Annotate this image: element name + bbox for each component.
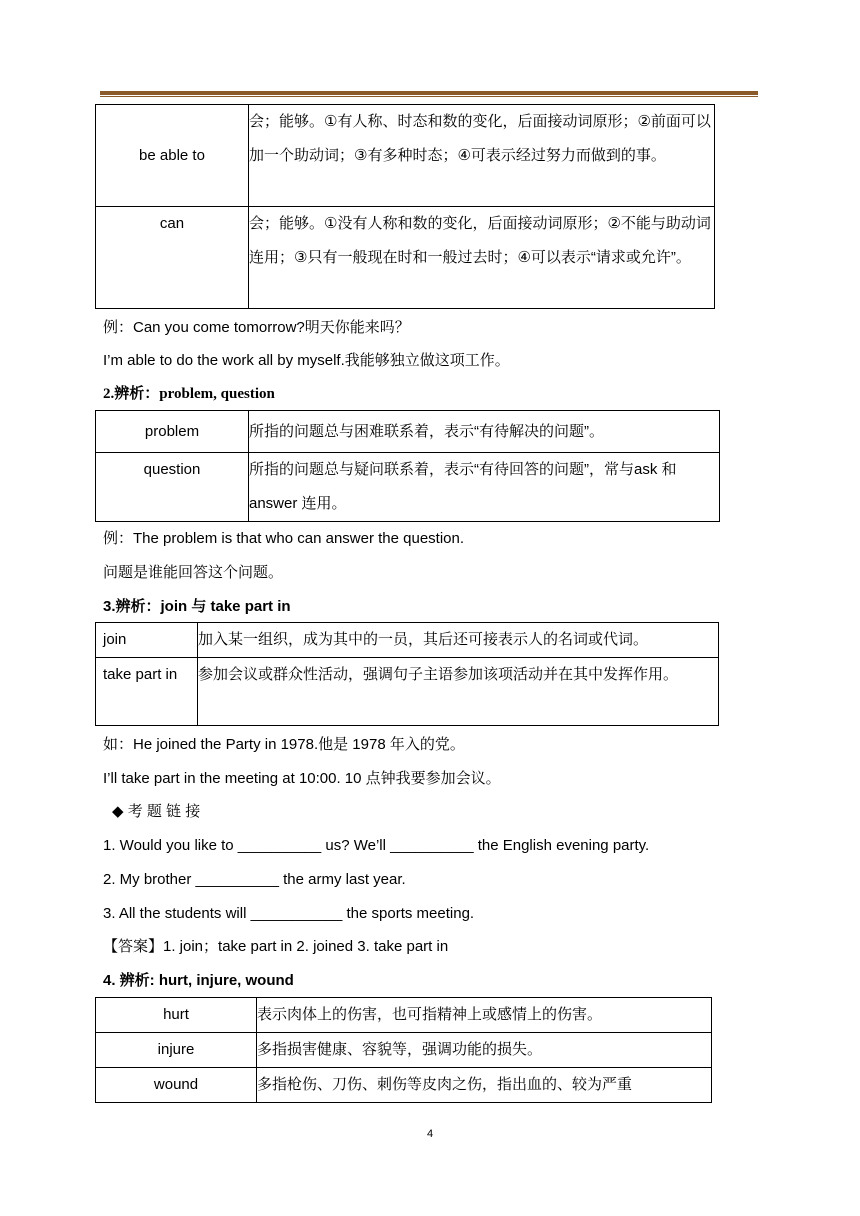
exam-link-heading: ◆ 考 题 链 接	[112, 803, 201, 820]
table-row	[96, 207, 715, 309]
section-title: 4. 辨析: hurt, injure, wound	[103, 972, 294, 989]
desc-cell: 多指枪伤、刀伤、刺伤等皮肉之伤，指出血的、较为严重	[257, 1068, 712, 1103]
example-line: 问题是谁能回答这个问题。	[103, 564, 284, 581]
header-rule	[100, 91, 758, 95]
table-row	[96, 623, 719, 658]
table-row	[96, 998, 712, 1033]
answer-line: 【答案】1. join；take part in 2. joined 3. take part in	[103, 938, 449, 955]
table-hurt-injure-wound	[95, 997, 712, 1103]
term-cell: hurt	[96, 998, 257, 1033]
section-title: 2.辨析：problem, question	[103, 386, 275, 402]
desc-cell: 会；能够。①有人称、时态和数的变化，后面接动词原形；②前面可以加一个助动词；③有多种时态；④可表示经过努力而做到的事。	[249, 105, 715, 207]
exam-question: 2. My brother __________ the army last year.	[103, 871, 406, 888]
table-row	[96, 1068, 712, 1103]
table-row	[96, 105, 715, 207]
section-title: 3.辨析：join 与 take part in	[103, 598, 291, 615]
desc-cell: 所指的问题总与疑问联系着，表示“有待回答的问题”，常与ask 和 answer 连用。	[249, 453, 720, 522]
desc-cell: 多指损害健康、容貌等，强调功能的损失。	[257, 1033, 712, 1068]
example-line: I’m able to do the work all by myself.我能够独立做这项工作。	[103, 352, 510, 369]
table-row	[96, 1033, 712, 1068]
exam-question: 3. All the students will ___________ the sports meeting.	[103, 905, 475, 922]
example-line: I’ll take part in the meeting at 10:00. 10 点钟我要参加会议。	[103, 770, 501, 787]
table-row	[96, 453, 720, 522]
desc-cell: 会；能够。①没有人称和数的变化，后面接动词原形；②不能与助动词连用；③只有一般现在时和一般过去时；④可以表示“请求或允许”。	[249, 207, 715, 309]
desc-cell: 表示肉体上的伤害，也可指精神上或感情上的伤害。	[257, 998, 712, 1033]
table-join-take-part-in	[95, 622, 719, 726]
example-line: 如：He joined the Party in 1978.他是 1978 年入的党。	[103, 736, 465, 753]
table-row	[96, 411, 720, 453]
term-cell: be able to	[96, 105, 249, 207]
term-cell: can	[96, 207, 249, 309]
example-line: 例：Can you come tomorrow?明天你能来吗？	[103, 319, 410, 336]
term-cell: join	[96, 623, 198, 658]
exam-question: 1. Would you like to __________ us? We’ll __________ the English evening party.	[103, 837, 650, 854]
desc-cell: 参加会议或群众性活动，强调句子主语参加该项活动并在其中发挥作用。	[198, 658, 719, 726]
term-cell: problem	[96, 411, 249, 453]
table-row	[96, 658, 719, 726]
page-number: 4	[426, 1128, 434, 1140]
example-line: 例：The problem is that who can answer the question.	[103, 530, 465, 547]
term-cell: take part in	[96, 658, 198, 726]
term-cell: question	[96, 453, 249, 522]
term-cell: injure	[96, 1033, 257, 1068]
desc-cell: 所指的问题总与困难联系着，表示“有待解决的问题”。	[249, 411, 720, 453]
table-problem-question	[95, 410, 720, 522]
desc-cell: 加入某一组织，成为其中的一员，其后还可接表示人的名词或代词。	[198, 623, 719, 658]
table-be-able-to-can	[95, 104, 715, 309]
header-rule-thin	[100, 96, 758, 97]
term-cell: wound	[96, 1068, 257, 1103]
